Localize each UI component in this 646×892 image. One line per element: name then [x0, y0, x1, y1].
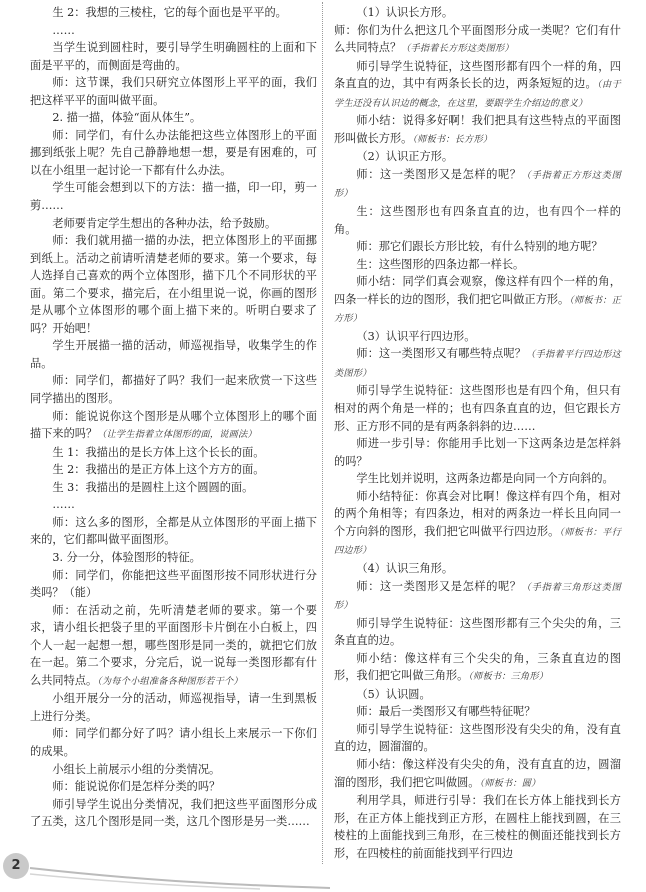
paragraph-text: （4）认识三角形。: [356, 561, 454, 575]
paragraph-text: 师：同学们都分好了吗？请小组长上来展示一下你们的成果。: [30, 727, 317, 758]
paragraph-text: 师：在活动之前，先听清楚老师的要求。第一个要求，请小组长把袋子里的平面图形卡片倒在小白板上，四个人一起一起想一想，哪些图形是同一类的，就把它们放在一起。第二个要求，分完后，说一说每一类图形都有什么共同特点。: [30, 603, 317, 687]
paragraph: [334, 686, 621, 704]
paragraph-text: 师进一步引导：你能用手比划一下这两条边是怎样斜的吗？: [334, 437, 621, 468]
paragraph: [334, 112, 621, 148]
paragraph-text: 师：能说说你们是怎样分类的吗？: [52, 780, 221, 794]
paragraph-text: 师小结：像这样没有尖尖的角，没有直直的边，圆溜溜的图形，我们把它叫做圆。: [334, 757, 621, 789]
teaching-note: （师板书：长方形）: [412, 133, 493, 145]
paragraph-text: 小组长上前展示小组的分类情况。: [52, 762, 221, 776]
paragraph: [334, 273, 621, 328]
paragraph-text: 师：这一类图形又有哪些特点呢？: [356, 347, 527, 361]
teaching-note: （师板书：平行四边形）: [334, 526, 621, 557]
paragraph: [334, 22, 621, 58]
paragraph-text: 师：我们就用描一描的办法，把立体图形上的平面挪到纸上。活动之前请听清楚老师的要求。第一个要求，每人选择自己喜欢的两个立体图形，描下几个不同形状的平面。第二个要求，描完后，在小组里说一说，你画的图形是从哪个立体图形的哪个面上描下来的。听明白要求了吗？开始吧！: [30, 234, 317, 335]
paragraph: [334, 435, 621, 470]
teaching-note: （师板书：正方形）: [334, 294, 621, 325]
paragraph-text: 老师要肯定学生想出的各种办法，给予鼓励。: [52, 216, 277, 230]
paragraph: [334, 470, 621, 488]
paragraph: [30, 4, 317, 22]
paragraph: [30, 549, 317, 567]
paragraph: [30, 127, 317, 180]
paragraph-text: 生 1：我描出的是长方体上这个长长的面。: [52, 445, 265, 459]
teaching-note: （手指着长方形这类图形）: [401, 43, 514, 55]
paragraph: [334, 650, 621, 686]
paragraph-text: 师：这一类图形又是怎样的呢？: [356, 579, 522, 593]
paragraph-text: （5）认识圆。: [356, 687, 431, 701]
paragraph: [334, 703, 621, 721]
paragraph-text: 师：同学们，有什么办法能把这些立体图形上的平面挪到纸张上呢？先自己静静地想一想，要是有困难的，可以在小组里一起讨论一下都有什么办法。: [30, 128, 317, 177]
teaching-note: （手指着平行四边形这类图形）: [334, 349, 621, 379]
paragraph: [334, 328, 621, 346]
paragraph-text: 学生开展描一描的活动，师巡视指导，收集学生的作品。: [30, 339, 317, 370]
teaching-note: （让学生指着立体图形的面，说画法）: [97, 429, 257, 441]
paragraph-text: 学生比划并说明，这两条边都是向同一个方向斜的。: [356, 472, 614, 486]
paragraph: [30, 408, 317, 444]
paragraph: [334, 166, 621, 203]
paragraph-text: 师小结：同学们真会观察，像这样有四个一样的角，四条一样长的边的图形，我们把它叫做正方形。: [334, 275, 621, 306]
paragraph-text: 师：这节课，我们只研究立体图形上平平的面，我们把这样平平的面叫做平面。: [30, 76, 317, 107]
paragraph-text: 生 3：我描出的是圆柱上这个圆圆的面。: [52, 480, 254, 494]
teaching-note: （手指着正方形这类图形）: [334, 169, 621, 200]
paragraph-text: （3）认识平行四边形。: [356, 329, 476, 343]
paragraph-text: 学生可能会想到以下的方法：描一描，印一印，剪一剪……: [30, 181, 317, 213]
paragraph-text: 师引导学生说特征：这些图形都有三个尖尖的角，三条直直的边。: [334, 616, 621, 648]
teaching-note: （手指着三角形这类图形）: [334, 581, 621, 612]
paragraph-text: 师：你们为什么把这几个平面图形分成一类呢？它们有什么共同特点？: [334, 23, 621, 55]
page-number: 2: [3, 853, 29, 879]
paragraph: [334, 615, 621, 650]
paragraph: [334, 4, 621, 22]
paragraph: [30, 690, 317, 725]
paragraph: [334, 578, 621, 615]
paragraph-text: 师：最后一类图形又有哪些特征呢？: [356, 705, 536, 719]
column-divider: [322, 2, 323, 864]
paragraph-text: 师引导学生说出分类情况，我们把这些平面图形分成了五类，这几个图形是同一类，这几个图形是另一类……: [30, 797, 317, 829]
paragraph: [30, 461, 317, 479]
paragraph-text: 师小结：说得多好啊！我们把具有这些特点的平面图形叫做长方形。: [334, 114, 621, 145]
teaching-note: （师板书：圆）: [479, 777, 541, 789]
paragraph: [30, 215, 317, 233]
paragraph: [334, 256, 621, 274]
paragraph-text: 生：这些图形的四条边都一样长。: [356, 257, 525, 271]
paragraph-text: 小组开展分一分的活动，师巡视指导，请一生到黑板上进行分类。: [30, 692, 317, 723]
paragraph-text: 生 2：我想的三棱柱，它的每个面也是平平的。: [52, 6, 287, 19]
paragraph: [30, 372, 317, 407]
paragraph: [334, 560, 621, 578]
paragraph: [334, 58, 621, 113]
left-column: [30, 4, 317, 831]
paragraph: [30, 796, 317, 831]
paragraph-text: 师：这一类图形又是怎样的呢？: [356, 167, 522, 181]
paragraph-text: 生：这些图形也有四条直直的边，也有四个一样的角。: [334, 205, 621, 236]
teaching-note: （由于学生还没有认识边的概念，在这里，要跟学生介绍边的意义）: [334, 79, 621, 109]
paragraph: [30, 109, 317, 127]
paragraph-text: 当学生说到圆柱时，要引导学生明确圆柱的上面和下面是平平的，而侧面是弯曲的。: [30, 41, 317, 72]
teaching-note: （为每个小组准备各种图形若干个）: [97, 675, 243, 687]
paragraph-text: （1）认识长方形。: [356, 6, 454, 19]
paragraph-text: 生 2：我描出的是正方体上这个方方的面。: [52, 463, 265, 477]
paragraph-text: 3. 分一分，体验图形的特征。: [52, 550, 201, 564]
paragraph-text: 2. 描一描，体验“面从体生”。: [52, 111, 202, 125]
paragraph: [30, 179, 317, 214]
paragraph-text: 师引导学生说特征，这些图形都有四个一样的角，四条直直的边，其中有两条长长的边，两条短短的边。: [334, 59, 621, 91]
teaching-note: （师板书：三角形）: [468, 671, 549, 683]
paragraph: [30, 761, 317, 779]
paragraph: [334, 345, 621, 382]
paragraph: [30, 444, 317, 462]
paragraph: [30, 602, 317, 691]
paragraph: [30, 725, 317, 760]
paragraph-text: 师：那它们跟长方形比较，有什么特别的地方呢？: [356, 240, 603, 254]
paragraph: [30, 567, 317, 602]
paragraph-text: 师引导学生说特征：这些图形也是有四个角，但只有相对的两个角是一样的；也有四条直直的边，但它跟长方形、正方形不同的是有两条斜斜的边……: [334, 384, 621, 433]
paragraph-text: ……: [52, 498, 75, 512]
paragraph-text: 师：这么多的图形，全都是从立体图形的平面上描下来的，它们都叫做平面图形。: [30, 515, 317, 547]
paragraph: [334, 488, 621, 560]
paragraph-text: 利用学具，师进行引导：我们在长方体上能找到长方形，在正方体上能找到正方形，在圆柱上能找到圆，在三棱柱的上面能找到三角形，在三棱柱的侧面还能找到长方形，在四棱柱的前面能找到平行四边: [334, 794, 621, 860]
paragraph: [30, 496, 317, 514]
paragraph: [334, 792, 621, 862]
paragraph: [334, 203, 621, 238]
paragraph: [334, 148, 621, 166]
paragraph-text: （2）认识正方形。: [356, 150, 454, 164]
footer-swoosh-decoration: [0, 858, 646, 892]
paragraph: [30, 39, 317, 74]
paragraph: [30, 514, 317, 549]
paragraph-text: 师：能说说你这个图形是从哪个立体图形上的哪个面描下来的吗？: [30, 409, 317, 441]
paragraph: [334, 721, 621, 756]
paragraph: [30, 479, 317, 497]
paragraph: [30, 337, 317, 372]
paragraph: [334, 382, 621, 435]
paragraph: [30, 232, 317, 337]
paragraph-text: 师小结：像这样有三个尖尖的角，三条直直边的图形，我们把它叫做三角形。: [334, 651, 621, 683]
paragraph: [334, 238, 621, 256]
paragraph-text: 师引导学生说特征：这些图形没有尖尖的角，没有直直的边，圆溜溜的。: [334, 722, 621, 754]
paragraph: [30, 778, 317, 796]
paragraph: [30, 74, 317, 109]
paragraph: [30, 22, 317, 40]
paragraph: [334, 756, 621, 792]
paragraph-text: ……: [52, 23, 75, 37]
right-column: [334, 4, 621, 862]
paragraph-text: 师小结特征：你真会对比啊！像这样有四个角，相对的两个角相等；有四条边，相对的两条边一样长且向同一个方向斜的图形，我们把它叫做平行四边形。: [334, 489, 621, 538]
paragraph-text: 师：同学们，你能把这些平面图形按不同形状进行分类吗？（能）: [30, 568, 317, 600]
paragraph-text: 师：同学们，都描好了吗？我们一起来欣赏一下这些同学描出的图形。: [30, 374, 317, 406]
